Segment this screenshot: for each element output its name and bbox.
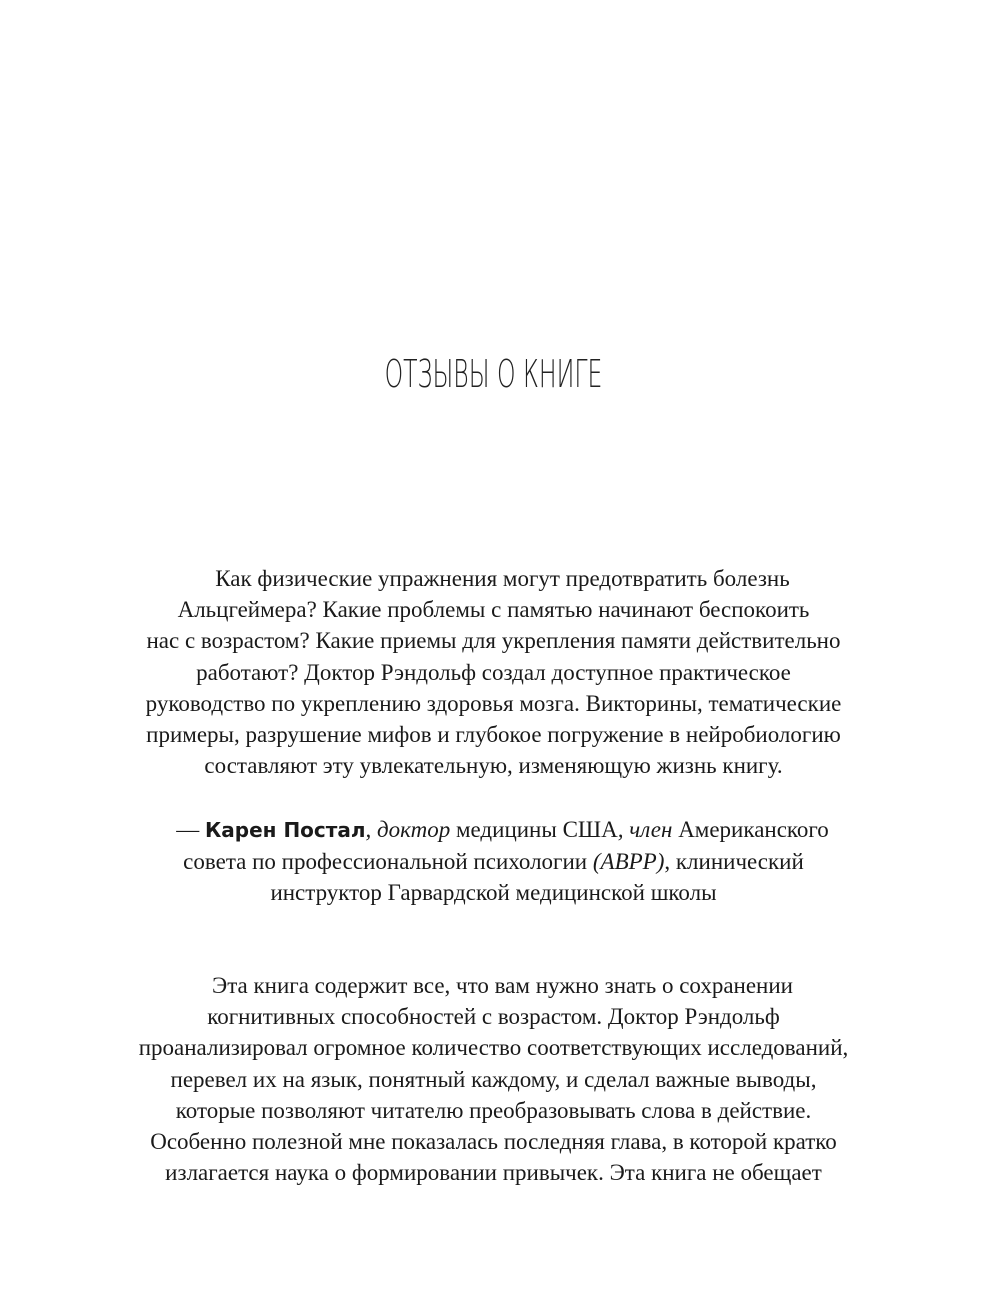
attribution-sep: , <box>365 817 378 842</box>
attribution-abbr: (ABPP) <box>592 849 665 875</box>
attribution-line-1 <box>0 814 987 846</box>
review-2-line: которые позволяют читателю преобразовывать слова в действие. <box>175 1097 812 1123</box>
review-1 <box>0 563 987 781</box>
review-1-attribution <box>0 814 987 909</box>
review-2-line: Особенно полезной мне показалась последняя глава, в которой кратко <box>150 1129 837 1155</box>
attribution-line-3: инструктор Гарвардской медицинской школы <box>270 880 717 906</box>
author-degree: доктор <box>377 817 451 842</box>
review-2-line: Эта книга содержит все, что вам нужно знать о сохранении <box>212 973 793 998</box>
attribution-line-2-end: , клинический <box>664 849 804 875</box>
author-organization: Американского <box>672 817 829 842</box>
review-1-line: руководство по укреплению здоровья мозга. Викторины, тематические <box>145 690 842 716</box>
review-1-line: составляют эту увлекательную, изменяющую жизнь книгу. <box>204 753 783 779</box>
review-2-line: излагается наука о формировании привычек. Эта книга не обещает <box>165 1160 822 1186</box>
author-name: Карен Постал <box>204 818 366 842</box>
review-1-line: примеры, разрушение мифов и глубокое погружение в нейробиологию <box>146 722 841 748</box>
review-2-line: перевел их на язык, понятный каждому, и сделал важные выводы, <box>170 1066 817 1092</box>
author-membership: , член <box>617 817 673 842</box>
review-2-line: проанализировал огромное количество соответствующих исследований, <box>138 1035 849 1061</box>
review-1-line: Альцгеймера? Какие проблемы с памятью начинают беспокоить <box>177 597 810 623</box>
attribution-dash: — <box>176 817 205 842</box>
attribution-line-2-text: совета по профессиональной психологии <box>183 849 593 875</box>
page-title: ОТЗЫВЫ О КНИГЕ <box>384 352 603 396</box>
author-degree-field: медицины США <box>450 817 618 842</box>
review-1-line: нас с возрастом? Какие приемы для укрепления памяти действительно <box>146 628 841 654</box>
review-1-line: Как физические упражнения могут предотвратить болезнь <box>215 566 790 591</box>
review-1-line: работают? Доктор Рэндольф создал доступное практическое <box>196 659 791 685</box>
review-2-line: когнитивных способностей с возрастом. Доктор Рэндольф <box>207 1004 780 1030</box>
review-2 <box>0 970 987 1188</box>
attribution-line-2 <box>0 846 987 877</box>
